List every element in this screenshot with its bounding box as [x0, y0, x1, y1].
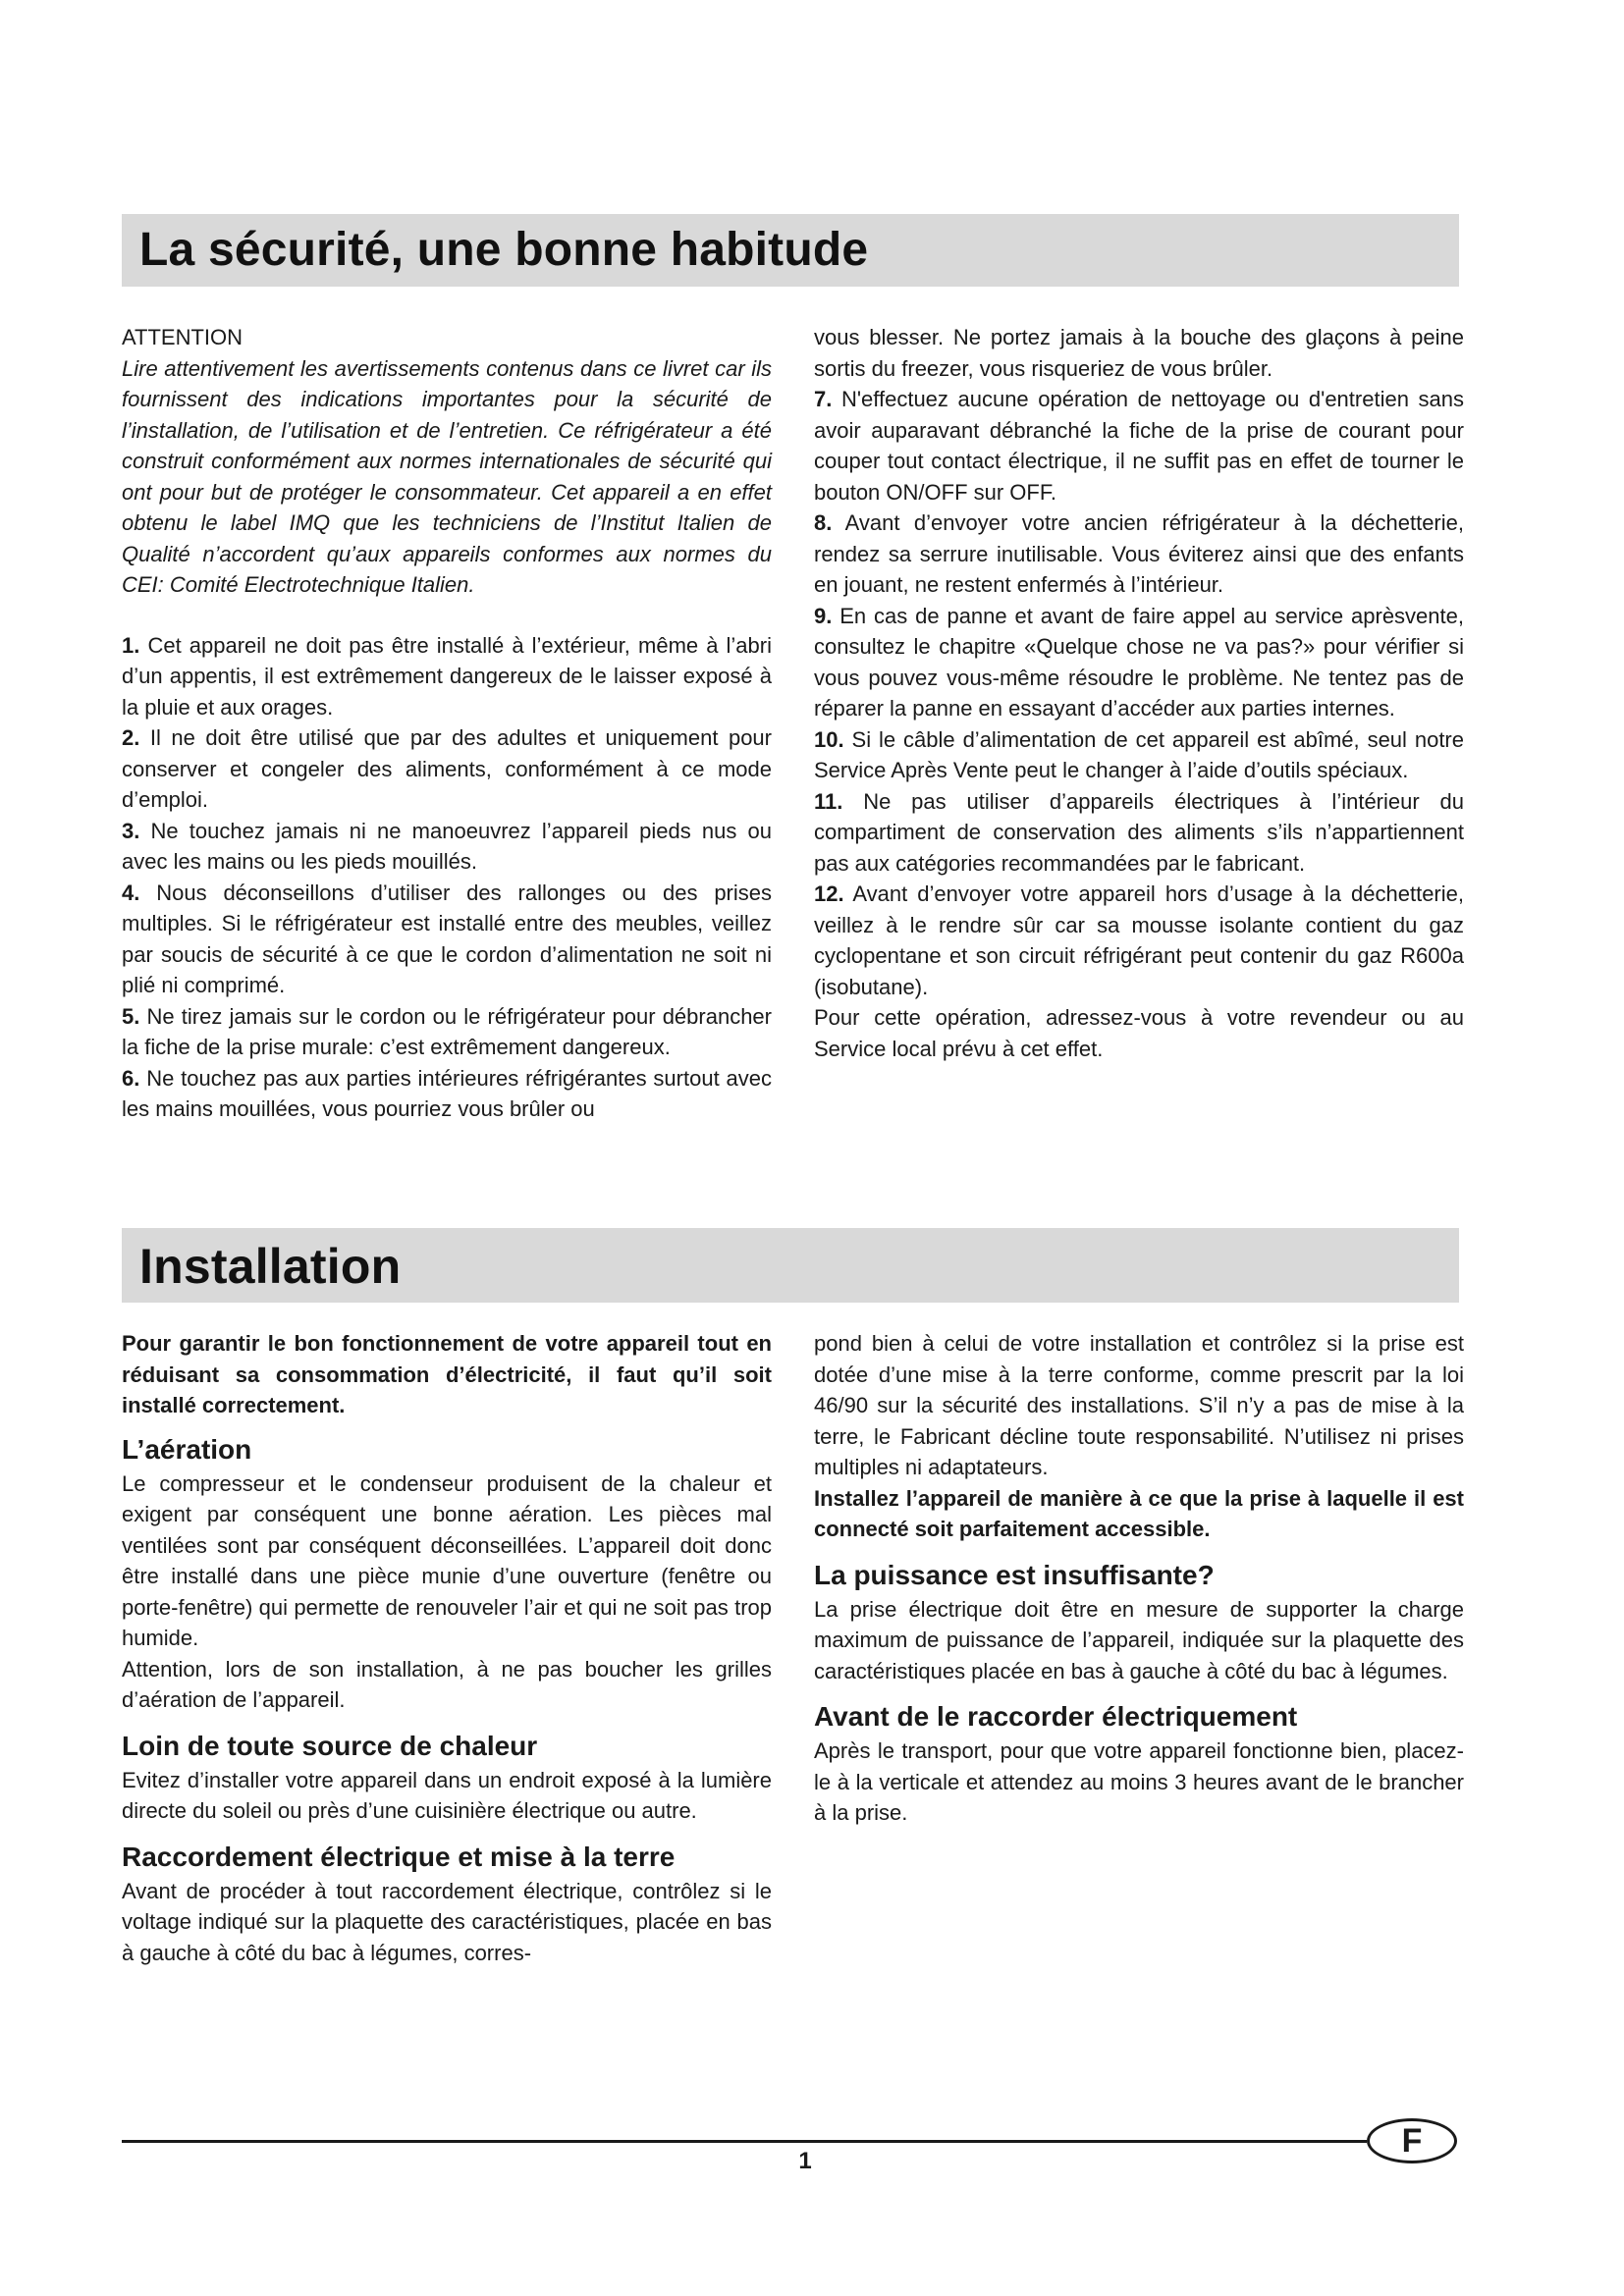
aeration-text: Le compresseur et le condenseur produisent de la chaleur et exigent par conséquent une bonne aération. Les pièces mal ventilées sont par conséquent déconseillées. L’appareil doit donc être installé dans une pièce munie d’une ouverture (fenêtre ou porte-fenêtre) qui permette de renouveler l’air et qui ne soit pas trop humide.: [122, 1470, 772, 1650]
heading-avant-raccorder: Avant de le raccorder électriquement: [814, 1701, 1298, 1732]
safety-item: 2. Il ne doit être utilisé que par des adultes et uniquement pour conserver et congeler des aliments, conformément à ce mode d’emploi.: [122, 725, 772, 812]
safety-item: 8. Avant d’envoyer votre ancien réfrigérateur à la déchetterie, rendez sa serrure inutilisable. Vous éviterez ainsi que des enfants en jouant, ne restent enfermés à l’intérieur.: [814, 510, 1464, 597]
attention-text: Lire attentivement les avertissements contenus dans ce livret car ils fournissent des indications importantes pour la sécurité de l’installation, de l’utilisation et de l’entretien. Ce réfrigérateur a été construit conformément aux normes internationales de sécurité qui ont pour but de protéger le consommateur. Cet appareil a en effet obtenu le label IMQ que les techniciens de l’Institut Italien de Qualité n’accordent qu’aux appareils conformes aux normes du CEI: Comité Electrotechnique Italien.: [122, 355, 772, 597]
raccordement-text-start: Avant de procéder à tout raccordement électrique, contrôlez si le voltage indiqué sur la plaquette des caractéristiques, placée en bas à gauche à côté du bac à légumes, corres-: [122, 1878, 772, 1965]
section-title-installation: Installation: [122, 1228, 1459, 1303]
footer-rule: [122, 2140, 1367, 2143]
safety-item-6-start: 6. Ne touchez pas aux parties intérieures réfrigérantes surtout avec les mains mouillées, vous pourriez vous brûler ou: [122, 1065, 772, 1121]
safety-item: 4. Nous déconseillons d’utiliser des rallonges ou des prises multiples. Si le réfrigérateur est installé entre des meubles, veillez par soucis de sécurité à ce que le cordon d’alimentation ne soit ni plié ni comprimé.: [122, 880, 772, 997]
securite-left-column: [122, 322, 772, 1125]
installation-right-column: [814, 1328, 1464, 1829]
safety-item: 12. Avant d’envoyer votre appareil hors d’usage à la déchetterie, veillez à le rendre sûr car sa mousse isolante contient du gaz cyclopentane et son circuit réfrigérant peut contenir du gaz R600a (isobutane).: [814, 881, 1464, 999]
chaleur-text: Evitez d’installer votre appareil dans un endroit exposé à la lumière directe du soleil ou près d’une cuisinière électrique ou autre.: [122, 1767, 772, 1823]
heading-chaleur: Loin de toute source de chaleur: [122, 1730, 538, 1761]
heading-aeration: L’aération: [122, 1433, 252, 1465]
safety-item-6-end: vous blesser. Ne portez jamais à la bouche des glaçons à peine sortis du freezer, vous risqueriez de vous brûler.: [814, 325, 1464, 381]
heading-raccordement: Raccordement électrique et mise à la terre: [122, 1841, 676, 1872]
installation-left-column: [122, 1328, 772, 1968]
safety-item: 5. Ne tirez jamais sur le cordon ou le réfrigérateur pour débrancher la fiche de la prise murale: c’est extrêmement dangereux.: [122, 1003, 772, 1059]
heading-puissance: La puissance est insuffisante?: [814, 1559, 1215, 1590]
aeration-warning: Attention, lors de son installation, à ne pas boucher les grilles d’aération de l’appareil.: [122, 1656, 772, 1712]
safety-item: 9. En cas de panne et avant de faire appel au service aprèsvente, consultez le chapitre «Quelque chose ne va pas?» pour vérifier si vous pouvez vous-même résoudre le problème. Ne tentez pas de réparer la panne en essayant d’accéder aux parties internes.: [814, 603, 1464, 721]
safety-item: 7. N'effectuez aucune opération de nettoyage ou d'entretien sans avoir auparavant débranché la fiche de la prise de courant pour couper tout contact électrique, il ne suffit pas en effet de tourner le bouton ON/OFF sur OFF.: [814, 387, 1464, 505]
safety-item: 11. Ne pas utiliser d’appareils électriques à l’intérieur du compartiment de conservation des aliments s’ils n’appartiennent pas aux catégories recommandées par le fabricant.: [814, 788, 1464, 876]
page-number: 1: [798, 2148, 812, 2174]
attention-label: ATTENTION: [122, 325, 244, 349]
safety-item: 10. Si le câble d’alimentation de cet appareil est abîmé, seul notre Service Après Vente peut le changer à l’aide d’outils spéciaux.: [814, 726, 1464, 782]
avant-text: Après le transport, pour que votre appareil fonctionne bien, placez-le à la verticale et attendez au moins 3 heures avant de le brancher à la prise.: [814, 1738, 1464, 1825]
puissance-text: La prise électrique doit être en mesure de supporter la charge maximum de puissance de l’appareil, indiquée sur la plaquette des caractéristiques placée en bas à gauche à côté du bac à légumes.: [814, 1596, 1464, 1683]
raccordement-notice: Installez l’appareil de manière à ce que la prise à laquelle il est connecté soit parfaitement accessible.: [814, 1485, 1464, 1541]
safety-item: 1. Cet appareil ne doit pas être installé à l’extérieur, même à l’abri d’un appentis, il est extrêmement dangereux de le laisser exposé à la pluie et aux orages.: [122, 632, 772, 720]
safety-item: 3. Ne touchez jamais ni ne manoeuvrez l’appareil pieds nus ou avec les mains ou les pieds mouillés.: [122, 818, 772, 874]
section-title-securite: La sécurité, une bonne habitude: [122, 214, 1459, 287]
raccordement-text-end: pond bien à celui de votre installation et contrôlez si la prise est dotée d’une mise à la terre conforme, comme prescrit par la loi 46/90 sur la sécurité des installations. S’il n’y a pas de mise à la terre, le Fabricant décline toute responsabilité. N’utilisez ni prises multiples ni adaptateurs.: [814, 1331, 1464, 1479]
language-badge: F: [1367, 2118, 1457, 2163]
securite-right-column: [814, 322, 1464, 1064]
safety-closing: Pour cette opération, adressez-vous à votre revendeur ou au Service local prévu à cet effet.: [814, 1005, 1464, 1061]
installation-intro: Pour garantir le bon fonctionnement de votre appareil tout en réduisant sa consommation d’électricité, il faut qu’il soit installé correctement.: [122, 1331, 772, 1417]
